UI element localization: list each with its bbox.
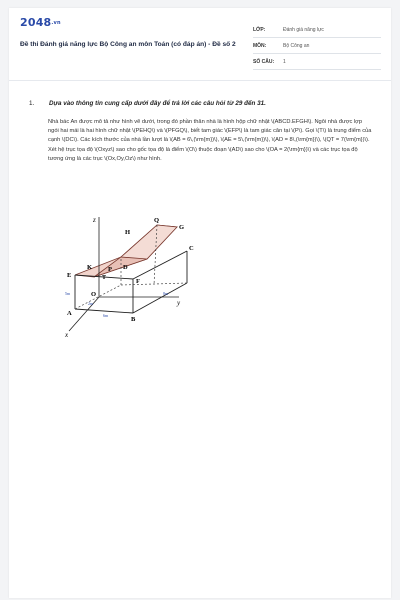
edge-dc <box>121 283 187 285</box>
meta-value: Bộ Công an <box>283 42 310 49</box>
axis-x <box>69 297 99 331</box>
meta-key: SỐ CÂU: <box>253 58 275 65</box>
label-d: D <box>123 264 128 271</box>
question-number: 1. <box>29 100 35 107</box>
label-x: x <box>65 331 69 339</box>
meta-row-class <box>253 22 381 38</box>
header-divider <box>9 80 391 81</box>
dim-ae: 5m <box>65 291 71 296</box>
label-y: y <box>177 299 181 307</box>
label-h: H <box>125 229 131 236</box>
logo-suffix: .vn <box>51 20 61 26</box>
label-k: K <box>87 264 93 271</box>
label-b: B <box>131 316 136 323</box>
meta-row-subject <box>253 38 381 54</box>
label-a: A <box>67 310 72 317</box>
label-c: C <box>189 245 194 252</box>
label-g: G <box>179 224 185 231</box>
label-z: z <box>93 216 96 224</box>
label-f: F <box>136 278 140 285</box>
logo-text: 2048 <box>20 16 52 29</box>
house-figure <box>61 213 201 343</box>
meta-key: MÔN: <box>253 42 267 49</box>
label-t: T <box>102 275 107 281</box>
question-body: Nhà bác An được mô tả như hình vẽ dưới, trong đó phần thân nhà là hình hộp chữ nhật \(ABCD.EFGH\). Ngôi nhà được lợp ngói hai mái là hai hình chữ nhật \(PEHQ\) và \(PFGQ\), biết tam giác \(EFP\) là tam giác cân tại \(P\). Gọi \(T\) là trung điểm của cạnh \(DC\). Các kích thước của nhà lần lượt là \(AB = 6\,(\rm{m})\), \(AE = 5\,(\rm{m})\), \(AD = 8\,(\rm{m})\), \(QT = 7(\rm{m})\). Xét hệ trục tọa độ \(Oxyz\) sao cho gốc tọa độ là điểm \(O\) thuộc đoạn \(AD\) sao cho \(OA = 2(\rm{m})\) và các trục tọa độ tương ứng là các trục \(Ox,Oy,Oz\) như hình. <box>48 119 372 162</box>
meta-value: 1 <box>283 58 286 65</box>
dim-ab: 6m <box>103 313 109 318</box>
edge-bc <box>133 283 187 313</box>
exam-meta <box>253 22 381 70</box>
meta-value: Đánh giá năng lực <box>283 26 324 33</box>
meta-key: LỚP: <box>253 26 266 33</box>
dim-oa: 2m <box>88 301 94 306</box>
label-o: O <box>91 291 97 298</box>
document-page <box>9 8 391 598</box>
site-logo[interactable] <box>20 16 61 29</box>
meta-row-count <box>253 54 381 70</box>
question-intro: Dựa vào thông tin cung cấp dưới đây để trả lời các câu hỏi từ 29 đến 31. <box>49 100 266 107</box>
label-p: P <box>108 266 112 273</box>
label-q: Q <box>154 217 160 224</box>
label-e: E <box>67 272 72 279</box>
dim-ad: 8m <box>163 291 169 296</box>
exam-title: Đề thi Đánh giá năng lực Bộ Công an môn Toán (có đáp án) - Đề số 2 <box>20 41 236 48</box>
